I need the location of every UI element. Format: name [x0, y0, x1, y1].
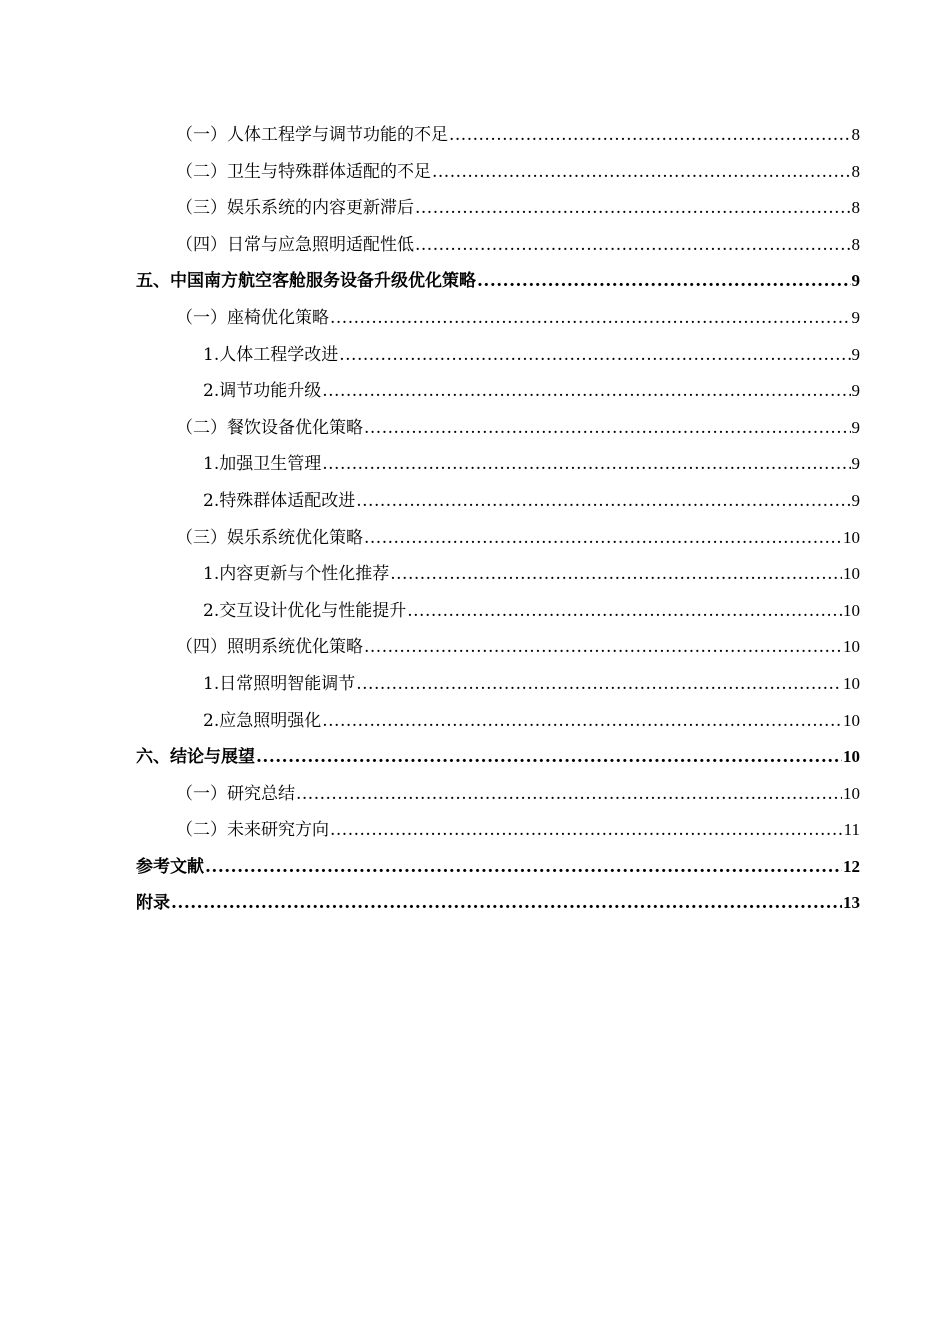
toc-subentry[interactable]: [136, 449, 860, 486]
dot-leader: [171, 893, 842, 913]
toc-entry-page: 10: [843, 710, 860, 730]
toc-entry[interactable]: [136, 303, 860, 340]
toc-subentry[interactable]: [136, 669, 860, 706]
dot-leader: [322, 381, 850, 401]
toc-subentry[interactable]: [136, 706, 860, 743]
toc-entry-page: 8: [851, 125, 860, 144]
toc-subentry[interactable]: [136, 376, 860, 413]
toc-entry-page: 9: [851, 307, 860, 327]
dot-leader: [415, 198, 851, 218]
dot-leader: [449, 125, 851, 145]
toc-entry-title: （一）人体工程学与调节功能的不足: [176, 125, 448, 145]
toc-entry-title: 1.日常照明智能调节: [203, 673, 356, 694]
dot-leader: [356, 491, 850, 511]
toc-entry-title: 1.加强卫生管理: [203, 454, 322, 475]
toc-entry-title: 附录: [136, 893, 170, 914]
toc-entry-title: 2.特殊群体适配改进: [203, 490, 356, 511]
toc-entry-title: 2.应急照明强化: [203, 710, 322, 731]
dot-leader: [339, 345, 850, 365]
toc-entry[interactable]: [136, 815, 860, 852]
toc-entry-title: （一）研究总结: [176, 783, 295, 804]
toc-subentry[interactable]: [136, 340, 860, 377]
toc-entry-title: 1.人体工程学改进: [203, 344, 339, 365]
toc-entry[interactable]: [136, 157, 860, 194]
toc-entry-title: （二）卫生与特殊群体适配的不足: [176, 161, 431, 182]
dot-leader: [364, 637, 842, 657]
toc-entry-page: 13: [843, 893, 860, 913]
toc-entry-page: 10: [843, 673, 860, 693]
toc-chapter[interactable]: [136, 742, 860, 779]
toc-entry-title: （四）照明系统优化策略: [176, 637, 363, 658]
toc-entry-page: 11: [843, 820, 860, 840]
toc-entry-page: 8: [851, 198, 860, 218]
toc-entry-page: 9: [851, 417, 860, 437]
toc-entry-page: 9: [851, 344, 860, 364]
toc-entry-page: 10: [843, 747, 860, 767]
toc-entry-page: 9: [851, 490, 860, 510]
toc-entry[interactable]: [136, 120, 860, 157]
toc-chapter[interactable]: [136, 852, 860, 889]
toc-entry-page: 10: [843, 527, 860, 547]
dot-leader: [477, 271, 851, 291]
toc-entry-page: 9: [851, 454, 860, 474]
dot-leader: [415, 235, 851, 255]
toc-entry-title: （三）娱乐系统的内容更新滞后: [176, 198, 414, 219]
toc-entry-page: 8: [851, 234, 860, 254]
toc-entry-title: （三）娱乐系统优化策略: [176, 527, 363, 548]
dot-leader: [322, 711, 842, 731]
toc-subentry[interactable]: [136, 596, 860, 633]
toc-entry[interactable]: [136, 632, 860, 669]
toc-entry[interactable]: [136, 523, 860, 560]
toc-entry[interactable]: [136, 779, 860, 816]
toc-entry-page: 9: [851, 271, 860, 291]
toc-entry-title: 2.交互设计优化与性能提升: [203, 600, 407, 621]
dot-leader: [330, 820, 843, 840]
toc-entry-page: 10: [843, 564, 860, 584]
toc-chapter[interactable]: [136, 266, 860, 303]
table-of-contents: [136, 120, 860, 925]
toc-chapter[interactable]: [136, 888, 860, 925]
dot-leader: [322, 454, 850, 474]
dot-leader: [390, 564, 842, 584]
dot-leader: [432, 162, 851, 182]
toc-subentry[interactable]: [136, 559, 860, 596]
dot-leader: [256, 747, 842, 767]
toc-entry-title: （二）餐饮设备优化策略: [176, 417, 363, 438]
dot-leader: [205, 857, 842, 877]
toc-entry[interactable]: [136, 413, 860, 450]
toc-entry-title: 2.调节功能升级: [203, 381, 322, 402]
toc-entry-title: 参考文献: [136, 856, 204, 877]
toc-entry-page: 12: [843, 856, 860, 876]
toc-entry-title: （一）座椅优化策略: [176, 307, 329, 328]
toc-entry-page: 8: [851, 161, 860, 181]
toc-entry-title: 1.内容更新与个性化推荐: [203, 564, 390, 585]
dot-leader: [330, 308, 851, 328]
dot-leader: [407, 601, 842, 621]
toc-subentry[interactable]: [136, 486, 860, 523]
toc-entry-page: 9: [851, 381, 860, 401]
toc-entry-page: 10: [843, 637, 860, 657]
toc-entry-title: （四）日常与应急照明适配性低: [176, 234, 414, 255]
toc-entry[interactable]: [136, 230, 860, 267]
dot-leader: [296, 784, 842, 804]
dot-leader: [356, 674, 842, 694]
toc-entry-title: （二）未来研究方向: [176, 820, 329, 841]
dot-leader: [364, 528, 842, 548]
toc-entry-title: 六、结论与展望: [136, 747, 255, 768]
dot-leader: [364, 418, 851, 438]
toc-entry-page: 10: [843, 783, 860, 803]
toc-entry-page: 10: [843, 600, 860, 620]
toc-entry[interactable]: [136, 193, 860, 230]
toc-entry-title: 五、中国南方航空客舱服务设备升级优化策略: [136, 271, 476, 292]
